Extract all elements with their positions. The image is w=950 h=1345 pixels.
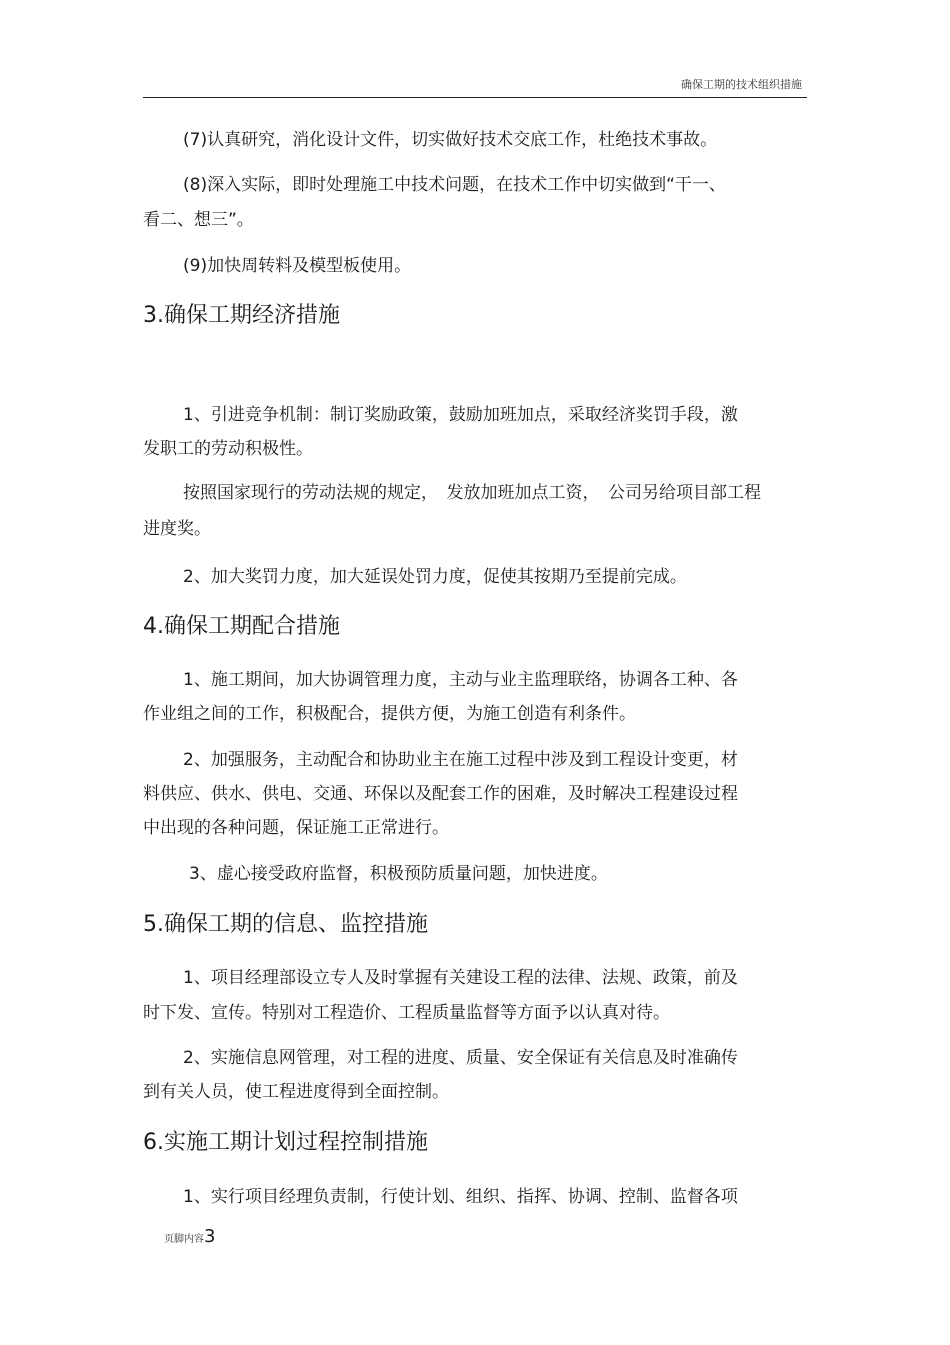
section-heading-3: 3.确保工期经济措施 — [143, 303, 340, 328]
information-item-2-line-2: 到有关人员，使工程进度得到全面控制。 — [143, 1082, 449, 1102]
economic-item-1-line-1: 1、引进竞争机制：制订奖励政策，鼓励加班加点，采取经济奖罚手段，激 — [183, 405, 738, 425]
paragraph-item-7: (7)认真研究，消化设计文件，切实做好技术交底工作，杜绝技术事故。 — [183, 130, 718, 150]
schedule-item-1-line-1: 1、实行项目经理负责制，行使计划、组织、指挥、协调、控制、监督各项 — [183, 1187, 738, 1207]
page-footer — [164, 1226, 215, 1247]
economic-law-line-2: 进度奖。 — [143, 519, 211, 539]
page-number: 3 — [204, 1226, 216, 1247]
coordination-item-2-line-2: 料供应、供水、供电、交通、环保以及配套工作的困难，及时解决工程建设过程 — [143, 784, 738, 804]
paragraph-item-9: (9)加快周转料及模型板使用。 — [183, 256, 412, 276]
footer-label: 页脚内容 — [164, 1234, 204, 1245]
information-item-1-line-1: 1、项目经理部设立专人及时掌握有关建设工程的法律、法规、政策，前及 — [183, 968, 738, 988]
coordination-item-3: 3、虚心接受政府监督，积极预防质量问题，加快进度。 — [189, 864, 608, 884]
header-divider — [143, 97, 807, 98]
header-title: 确保工期的技术组织措施 — [681, 78, 802, 91]
paragraph-item-8-line-2: 看二、想三”。 — [143, 210, 254, 230]
information-item-2-line-1: 2、实施信息网管理，对工程的进度、质量、安全保证有关信息及时准确传 — [183, 1048, 738, 1068]
section-heading-5: 5.确保工期的信息、监控措施 — [143, 912, 428, 937]
section-heading-4: 4.确保工期配合措施 — [143, 614, 340, 639]
economic-item-2: 2、加大奖罚力度，加大延误处罚力度，促使其按期乃至提前完成。 — [183, 567, 687, 587]
paragraph-item-8-line-1: (8)深入实际，即时处理施工中技术问题，在技术工作中切实做到“干一、 — [183, 175, 726, 195]
coordination-item-1-line-2: 作业组之间的工作，积极配合，提供方便，为施工创造有利条件。 — [143, 704, 636, 724]
economic-item-1-line-2: 发职工的劳动积极性。 — [143, 439, 313, 459]
economic-law-line-1: 按照国家现行的劳动法规的规定， 发放加班加点工资， 公司另给项目部工程 — [183, 483, 761, 503]
information-item-1-line-2: 时下发、宣传。特别对工程造价、工程质量监督等方面予以认真对待。 — [143, 1003, 670, 1023]
section-heading-6: 6.实施工期计划过程控制措施 — [143, 1130, 428, 1155]
coordination-item-2-line-1: 2、加强服务，主动配合和协助业主在施工过程中涉及到工程设计变更，材 — [183, 750, 738, 770]
coordination-item-2-line-3: 中出现的各种问题，保证施工正常进行。 — [143, 818, 449, 838]
coordination-item-1-line-1: 1、施工期间，加大协调管理力度，主动与业主监理联络，协调各工种、各 — [183, 670, 738, 690]
